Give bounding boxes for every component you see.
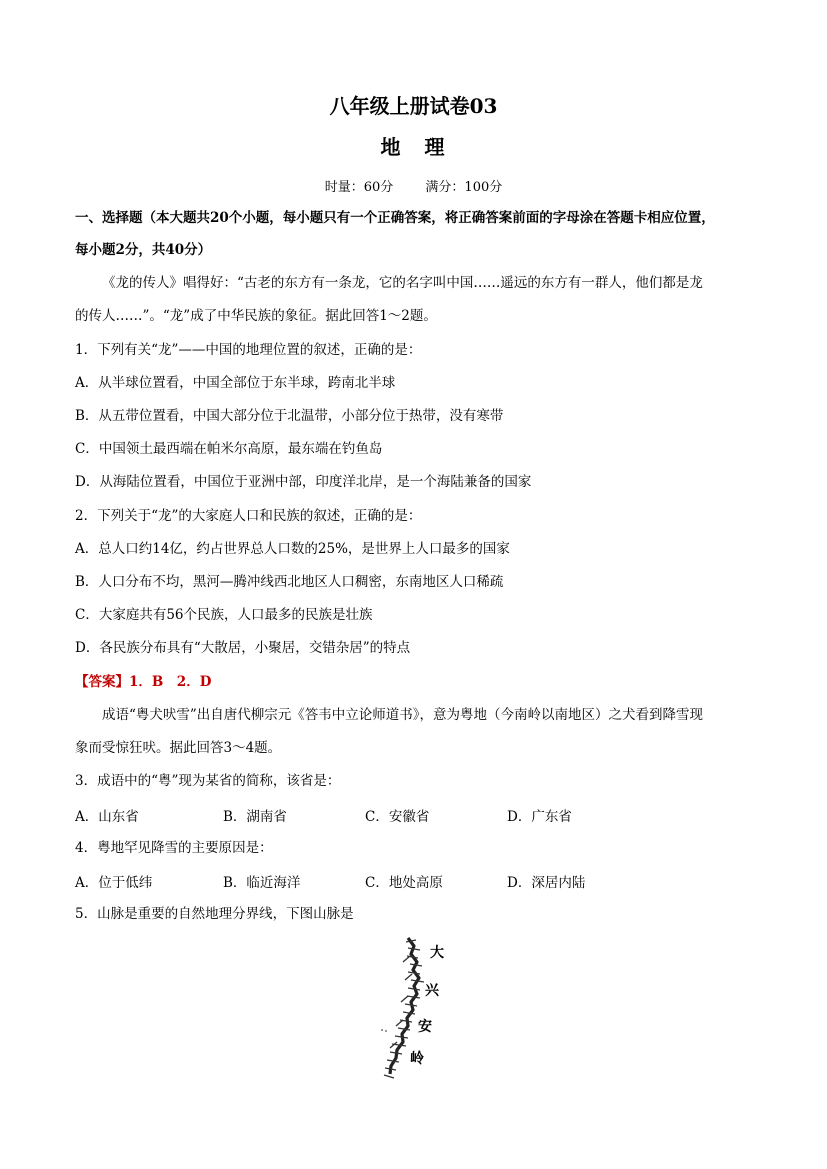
passage2-line2: 象而受惊狂吠。据此回答3～4题。 <box>75 740 282 756</box>
q2-option-a: A．总人口约14亿，约占世界总人口数的25%，是世界上人口最多的国家 <box>75 541 510 557</box>
section-heading-line2: 每小题2分，共40分） <box>75 242 212 258</box>
q1-option-b: B．从五带位置看，中国大部分位于北温带，小部分位于热带，没有寒带 <box>75 408 504 424</box>
mountain-range-figure <box>370 932 460 1082</box>
q5-stem: 5．山脉是重要的自然地理分界线，下图山脉是 <box>75 906 354 922</box>
q1-option-d: D．从海陆位置看，中国位于亚洲中部，印度洋北岸，是一个海陆兼备的国家 <box>75 474 532 490</box>
map-label-ling: 岭 <box>410 1051 424 1067</box>
q2-stem: 2．下列关于“龙”的大家庭人口和民族的叙述，正确的是： <box>75 508 422 524</box>
q4-option-b: B．临近海洋 <box>223 875 301 891</box>
passage2-line1: 成语“粤犬吠雪”出自唐代柳宗元《答韦中立论师道书》，意为粤地（今南岭以南地区）之犬看到降雪现 <box>102 707 704 723</box>
q2-option-d: D．各民族分布具有“大散居，小聚居，交错杂居”的特点 <box>75 640 411 656</box>
q2-option-c: C．大家庭共有56个民族，人口最多的民族是壮族 <box>75 607 373 623</box>
q3-stem: 3．成语中的“粤”现为某省的简称，该省是： <box>75 773 341 789</box>
exam-meta <box>0 176 827 195</box>
map-label-an: 安 <box>418 1019 432 1035</box>
q4-option-a: A．位于低纬 <box>75 875 153 891</box>
q3-option-a: A．山东省 <box>75 809 139 825</box>
exam-title: 八年级上册试卷03 <box>329 94 498 118</box>
passage1-line2: 的传人……”。“龙”成了中华民族的象征。据此回答1～2题。 <box>75 308 437 324</box>
answer-tag: 【答案】 <box>75 674 129 690</box>
q1-option-c: C．中国领土最西端在帕米尔高原，最东端在钓鱼岛 <box>75 441 383 457</box>
q4-option-d: D．深居内陆 <box>507 875 586 891</box>
q4-stem: 4．粤地罕见降雪的主要原因是： <box>75 840 273 856</box>
q3-option-c: C．安徽省 <box>365 809 430 825</box>
q3-option-b: B．湖南省 <box>223 809 287 825</box>
answer-text: 1．B 2．D <box>129 674 212 690</box>
time-limit: 时量：60分 <box>324 180 394 195</box>
q4-option-c: C．地处高原 <box>365 875 443 891</box>
map-dot <box>381 1029 383 1031</box>
map-dot <box>385 1030 387 1032</box>
q3-option-d: D．广东省 <box>507 809 572 825</box>
answer-line <box>75 672 755 692</box>
q2-option-b: B．人口分布不均，黑河—腾冲线西北地区人口稠密，东南地区人口稀疏 <box>75 574 504 590</box>
section-heading-line1: 一、选择题（本大题共20个小题，每小题只有一个正确答案，将正确答案前面的字母涂在答题卡相应位置， <box>75 210 715 226</box>
q1-option-a: A．从半球位置看，中国全部位于东半球，跨南北半球 <box>75 375 396 391</box>
full-score: 满分：100分 <box>425 180 503 195</box>
map-label-xing: 兴 <box>425 983 439 999</box>
map-label-da: 大 <box>430 945 444 961</box>
passage1-line1: 《龙的传人》唱得好：“古老的东方有一条龙，它的名字叫中国……遥远的东方有一群人，他们都是龙 <box>102 275 703 291</box>
subject-title: 地 理 <box>380 135 447 159</box>
q1-stem: 1．下列有关“龙”——中国的地理位置的叙述，正确的是： <box>75 342 422 358</box>
